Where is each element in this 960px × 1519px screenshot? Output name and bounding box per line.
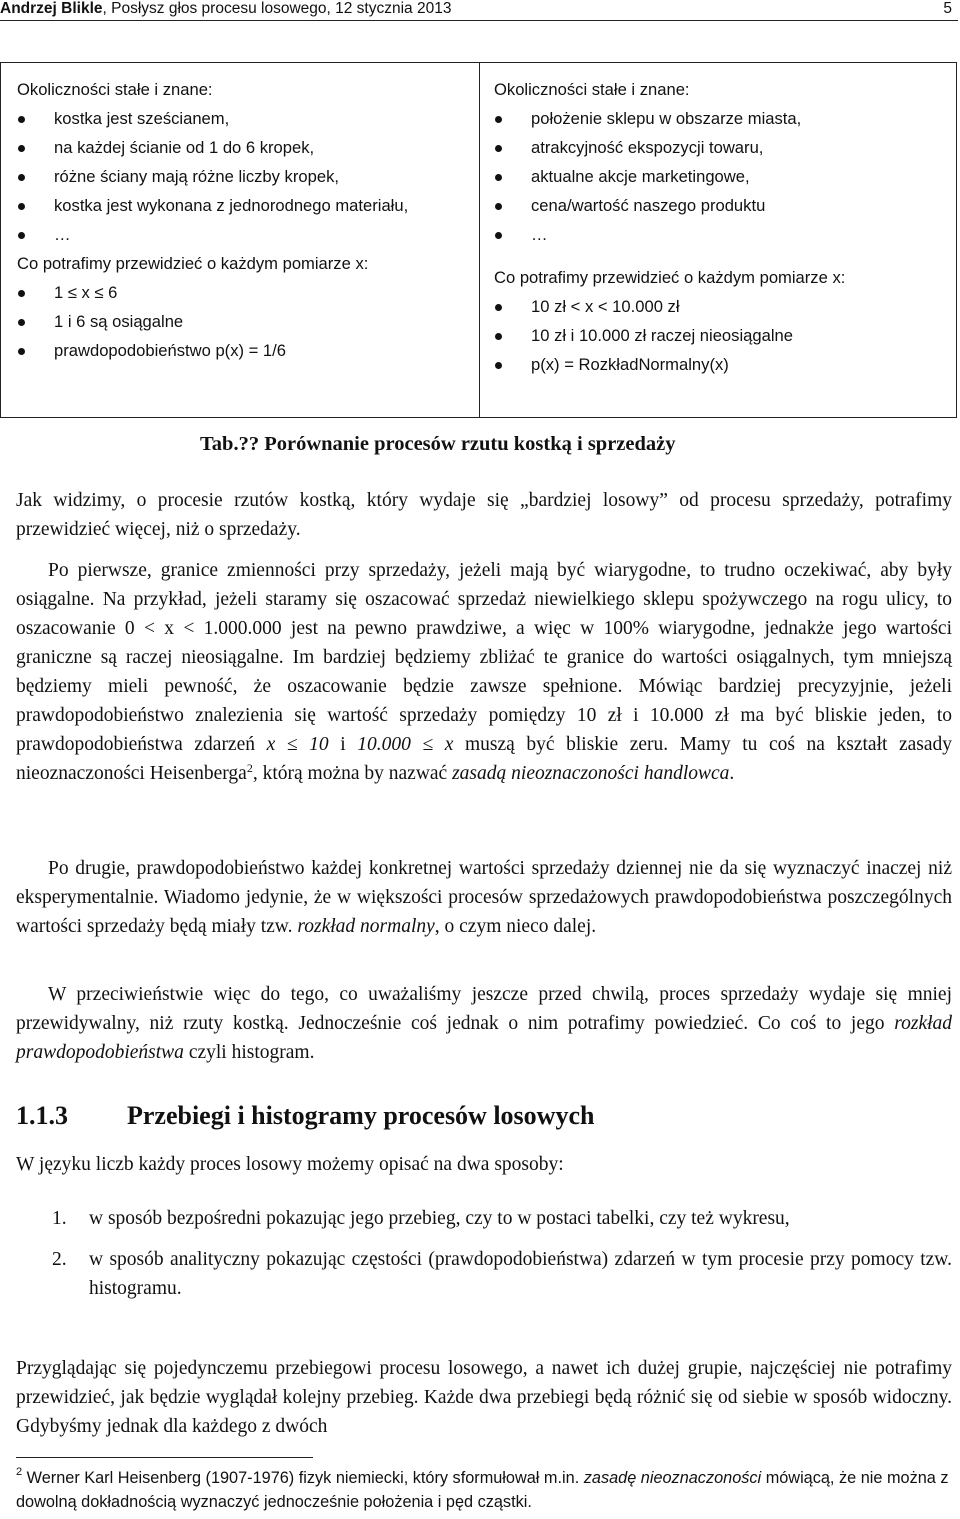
- list-item: 1 i 6 są osiągalne: [17, 307, 473, 336]
- sales-known-list: [494, 104, 946, 249]
- list-item: prawdopodobieństwo p(x) = 1/6: [17, 336, 473, 365]
- paragraph-1: Jak widzimy, o procesie rzutów kostką, który wydaje się „bardziej losowy” od procesu sprzedaży, potrafimy przewidzieć więcej, niż o sprzedaży.: [16, 490, 952, 540]
- list-item: …: [17, 220, 473, 249]
- footnote: [16, 1466, 952, 1514]
- list-item: 10 zł i 10.000 zł raczej nieosiągalne: [494, 321, 946, 350]
- list-item: kostka jest wykonana z jednorodnego materiału,: [17, 191, 473, 220]
- italic-term: rozkład prawdopodobieństwa: [16, 1013, 953, 1063]
- dice-known-heading: Okoliczności stałe i znane:: [17, 80, 213, 99]
- math-expression: 10.000 ≤ x: [357, 734, 454, 755]
- italic-term: rozkład normalny: [297, 916, 435, 937]
- list-number: 1.: [52, 1208, 67, 1229]
- paragraph-3-text: , o czym nieco dalej.: [434, 916, 597, 937]
- list-item: 1 ≤ x ≤ 6: [17, 278, 473, 307]
- sales-predict-list: [494, 292, 946, 379]
- section-heading: [16, 1101, 594, 1131]
- list-item: …: [494, 220, 946, 249]
- table-caption: Tab.?? Porównanie procesów rzutu kostką i sprzedaży: [200, 433, 676, 455]
- list-number: 2.: [52, 1249, 67, 1270]
- paragraph-5: Przyglądając się pojedynczemu przebiegowi procesu losowego, a nawet ich dużej grupie, najczęściej nie potrafimy przewidzieć, jak będzie wyglądał kolejny przebieg. Każde dwa przebiegi będą różnić się od siebie w sposób widoczny. Gdybyśmy jednak dla każdego z dwóch: [16, 1358, 952, 1437]
- comparison-table: [0, 62, 957, 418]
- italic-term: zasadą nieoznaczoności handlowca: [452, 763, 730, 784]
- paragraph-2-and: i: [340, 734, 346, 755]
- dice-predict-list: [17, 278, 473, 365]
- list-item: aktualne akcje marketingowe,: [494, 162, 946, 191]
- footnote-italic: zasadę nieoznaczoności: [583, 1469, 762, 1487]
- running-header: [0, 0, 958, 21]
- paragraph-2-text: , którą można by nazwać: [252, 763, 448, 784]
- list-item: różne ściany mają różne liczby kropek,: [17, 162, 473, 191]
- paragraph-2-text: Po pierwsze, granice zmienności przy sprzedaży, jeżeli mają być wiarygodne, to trudno oczekiwać, aby były osiągalne. Na przykład, jeżeli staramy się oszacować sprzedaż niewielkiego sklepu spożywczego na rogu ulicy, to oszacowanie 0 < x < 1.000.000 jest na pewno prawdziwe, a więc w 100% wiarygodne, jednakże jego wartości graniczne są raczej nieosiągalne. Im bardziej będziemy zbliżać te granice do wartości osiągalnych, tym mniejszą będziemy mieli pewność, że oszacowanie będzie zawsze spełnione. Mówiąc bardziej precyzyjnie, jeżeli prawdopodobieństwo znalezienia się wartość sprzedaży pomiędzy 10 zł i 10.000 zł ma być bliskie jeden, to prawdopodobieństwa zdarzeń: [16, 560, 952, 755]
- footnote-text: mówiącą, że nie można z dowolną dokładnością wyznaczyć jednocześnie położenia i pęd cząstki.: [16, 1469, 949, 1511]
- list-item: kostka jest sześcianem,: [17, 104, 473, 133]
- sales-predict-heading: Co potrafimy przewidzieć o każdym pomiarze x:: [494, 268, 846, 287]
- paragraph-2-text: muszą być bliskie zeru. Mamy tu coś na kształt zasady nieoznaczoności Heisenberga: [16, 734, 953, 784]
- table-divider: [479, 63, 480, 417]
- dice-known-list: [17, 104, 473, 249]
- paragraph-4: [16, 980, 952, 1067]
- dice-predict-heading: Co potrafimy przewidzieć o każdym pomiarze x:: [17, 254, 369, 273]
- section-title: Przebiegi i histogramy procesów losowych: [127, 1101, 595, 1130]
- numbered-list: [16, 1204, 952, 1303]
- sales-known-heading: Okoliczności stałe i znane:: [494, 80, 690, 99]
- list-text: w sposób bezpośredni pokazując jego przebieg, czy to w postaci tabelki, czy też wykresu,: [89, 1208, 790, 1229]
- footnote-ref[interactable]: 2: [246, 761, 253, 775]
- page-number: 5: [943, 0, 952, 17]
- paragraph-3: [16, 854, 952, 941]
- list-text: w sposób analityczny pokazując częstości (prawdopodobieństwa) zdarzeń w tym procesie przy pomocy tzw. histogramu.: [89, 1249, 952, 1299]
- table-cell-sales: [494, 75, 946, 379]
- list-item: p(x) = RozkładNormalny(x): [494, 350, 946, 379]
- header-rest: , Posłysz głos procesu losowego, 12 stycznia 2013: [102, 0, 452, 17]
- header-author: Andrzej Blikle: [0, 0, 103, 17]
- paragraph-2: [16, 556, 952, 788]
- footnote-rule: [16, 1457, 313, 1458]
- math-expression: x ≤ 10: [266, 734, 329, 755]
- table-cell-dice: [17, 75, 473, 365]
- paragraph-4-text: czyli histogram.: [188, 1042, 315, 1063]
- footnote-text: Werner Karl Heisenberg (1907-1976) fizyk niemiecki, który sformułował m.in.: [26, 1469, 580, 1487]
- paragraph-3-text: Po drugie, prawdopodobieństwo każdej konkretnej wartości sprzedaży dziennej nie da się wyznaczyć inaczej niż eksperymentalnie. Wiadomo jedynie, że w większości procesów sprzedażowych prawdopodobieństwa poszczególnych wartości sprzedaży będą miały tzw.: [16, 858, 952, 937]
- section-number: 1.1.3: [16, 1101, 68, 1130]
- section-intro: W języku liczb każdy proces losowy możemy opisać na dwa sposoby:: [16, 1154, 564, 1175]
- paragraph-2-end: .: [729, 763, 735, 784]
- paragraph-4-text: W przeciwieństwie więc do tego, co uważaliśmy jeszcze przed chwilą, proces sprzedaży wydaje się mniej przewidywalny, niż rzuty kostką. Jednocześnie coś jednak o nim potrafimy powiedzieć. Co coś to jego: [16, 984, 952, 1034]
- footnote-mark: 2: [16, 1466, 23, 1478]
- header-title: [0, 0, 451, 18]
- list-item: atrakcyjność ekspozycji towaru,: [494, 133, 946, 162]
- list-item: cena/wartość naszego produktu: [494, 191, 946, 220]
- list-item: na każdej ścianie od 1 do 6 kropek,: [17, 133, 473, 162]
- list-item: [16, 1245, 952, 1303]
- list-item: położenie sklepu w obszarze miasta,: [494, 104, 946, 133]
- list-item: 10 zł < x < 10.000 zł: [494, 292, 946, 321]
- list-item: [16, 1204, 952, 1233]
